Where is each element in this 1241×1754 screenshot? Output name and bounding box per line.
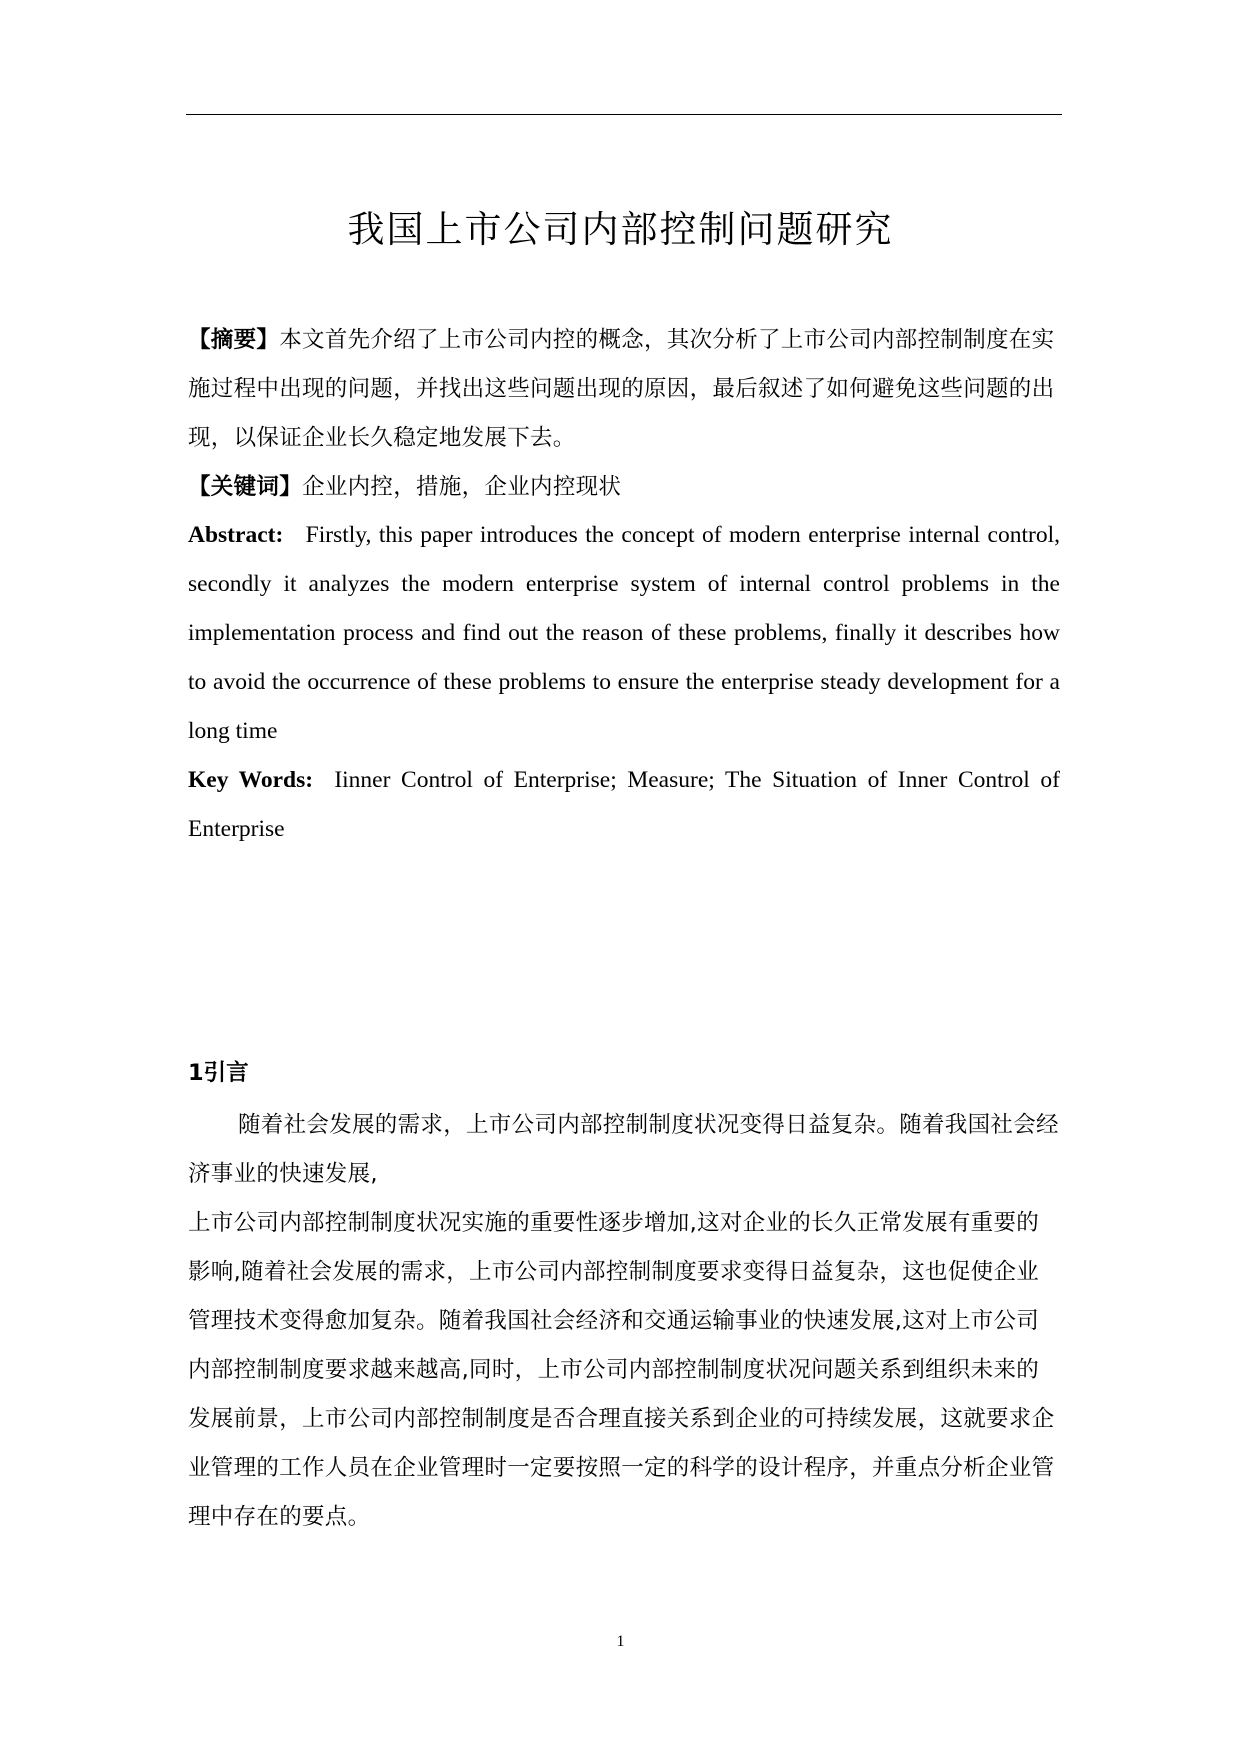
keywords-en-text: Iinner Control of Enterprise; Measure; The Situation of Inner Control of Enterprise (188, 767, 1060, 842)
paper-title: 我国上市公司内部控制问题研究 (347, 208, 894, 251)
header-rule (186, 114, 1062, 115)
keywords-cn (188, 463, 1060, 512)
intro-paragraph-1: 随着社会发展的需求，上市公司内部控制制度状况变得日益复杂。随着我国社会经济事业的快速发展, (188, 1112, 1059, 1187)
abstract-en-text: Firstly, this paper introduces the concept of modern enterprise internal control, secondly it analyzes the modern enterprise system of internal control problems in the implementation process and find out the reason of these problems, finally it describes how to avoid the occurrence of these problems to ensure the enterprise steady development for a long time (188, 522, 1060, 744)
abstract-en (188, 511, 1060, 756)
keywords-cn-label: 【关键词】 (188, 474, 303, 500)
introduction-body (188, 1101, 1060, 1542)
keywords-cn-text: 企业内控，措施，企业内控现状 (302, 474, 622, 500)
keywords-en (188, 756, 1060, 854)
abstract-cn-text: 本文首先介绍了上市公司内控的概念，其次分析了上市公司内部控制制度在实施过程中出现的问题，并找出这些问题出现的原因，最后叙述了如何避免这些问题的出现，以保证企业长久稳定地发展下去。 (188, 327, 1055, 451)
intro-paragraph-2: 上市公司内部控制制度状况实施的重要性逐步增加,这对企业的长久正常发展有重要的影响,随着社会发展的需求，上市公司内部控制制度要求变得日益复杂，这也促使企业管理技术变得愈加复杂。随着我国社会经济和交通运输事业的快速发展,这对上市公司内部控制制度要求越来越高,同时，上市公司内部控制制度状况问题关系到组织未来的发展前景，上市公司内部控制制度是否合理直接关系到企业的可持续发展，这就要求企业管理的工作人员在企业管理时一定要按照一定的科学的设计程序，并重点分析企业管理中存在的要点。 (188, 1210, 1055, 1530)
abstract-cn-label: 【摘要】 (188, 327, 280, 353)
section-heading-introduction: 1引言 (188, 1060, 249, 1086)
keywords-en-label: Key Words: (188, 767, 314, 793)
page-number: 1 (616, 1633, 625, 1650)
abstract-en-label: Abstract: (188, 522, 284, 548)
abstract-cn (188, 316, 1060, 463)
